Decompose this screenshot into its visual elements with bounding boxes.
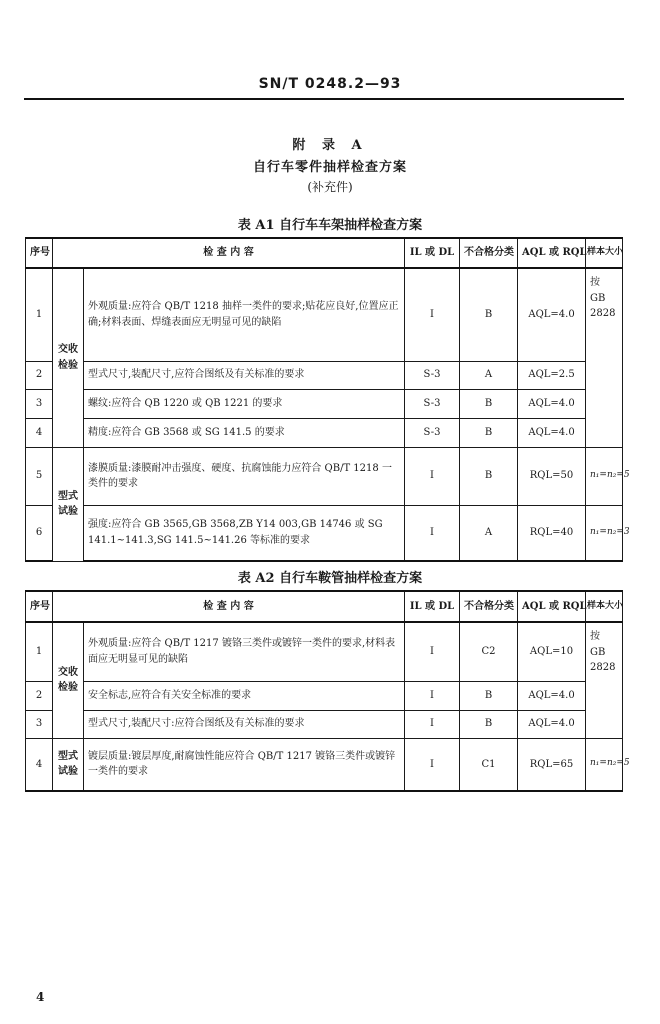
- sample-size-type: n₁=n₂=5: [586, 738, 623, 791]
- row-aql: AQL=4.0: [518, 710, 586, 738]
- row-no: 1: [26, 268, 53, 361]
- col-aql-header: AQL 或 RQL: [518, 238, 586, 268]
- row-no: 4: [26, 738, 53, 791]
- table-a1-caption: 表 A1 自行车车架抽样检查方案: [237, 218, 423, 233]
- row-content: 型式尺寸,装配尺寸:应符合图纸及有关标准的要求: [84, 710, 405, 738]
- row-level: I: [405, 268, 460, 361]
- sample-size-row5: n₁=n₂=5: [586, 447, 623, 505]
- row-aql: RQL=50: [518, 447, 586, 505]
- col-class-header: 不合格分类: [460, 238, 518, 268]
- row-level: I: [405, 710, 460, 738]
- table-row: [26, 681, 623, 710]
- row-level: S-3: [405, 389, 460, 418]
- row-aql: AQL=4.0: [518, 268, 586, 361]
- table-row: [26, 268, 623, 361]
- row-aql: AQL=4.0: [518, 418, 586, 447]
- row-class: B: [460, 681, 518, 710]
- table-row: [26, 505, 623, 561]
- row-no: 2: [26, 681, 53, 710]
- appendix-note: (补充件): [307, 180, 353, 194]
- row-level: I: [405, 505, 460, 561]
- row-content: 镀层质量:镀层厚度,耐腐蚀性能应符合 QB/T 1217 镀铬三类件或镀锌一类件的要求: [84, 738, 405, 791]
- sample-size-row6: n₁=n₂=3: [586, 505, 623, 561]
- col-level-header: IL 或 DL: [405, 591, 460, 622]
- row-content: 强度:应符合 GB 3565,GB 3568,ZB Y14 003,GB 14746 或 SG 141.1~141.3,SG 141.5~141.26 等标准的要求: [84, 505, 405, 561]
- group-acceptance: 交收检验: [53, 622, 84, 738]
- table-row: [26, 389, 623, 418]
- row-content: 漆膜质量:漆膜耐冲击强度、硬度、抗腐蚀能力应符合 QB/T 1218 一类件的要求: [84, 447, 405, 505]
- row-level: I: [405, 738, 460, 791]
- row-content: 外观质量:应符合 QB/T 1218 抽样一类件的要求;贴花应良好,位置应正确;材料表面、焊缝表面应无明显可见的缺陷: [84, 268, 405, 361]
- row-content: 型式尺寸,装配尺寸,应符合图纸及有关标准的要求: [84, 361, 405, 389]
- col-sample-header: 样本大小: [586, 238, 623, 268]
- page-number: 4: [36, 990, 45, 1004]
- row-aql: AQL=2.5: [518, 361, 586, 389]
- row-no: 1: [26, 622, 53, 681]
- group-type-test: 型式试验: [53, 738, 84, 791]
- row-aql: AQL=4.0: [518, 681, 586, 710]
- appendix-title: 附 录 A: [292, 138, 368, 153]
- row-content: 安全标志,应符合有关安全标准的要求: [84, 681, 405, 710]
- row-aql: RQL=65: [518, 738, 586, 791]
- table-a1-header-row: [26, 238, 623, 268]
- row-class: B: [460, 418, 518, 447]
- col-sample-header: 样本大小: [586, 591, 623, 622]
- row-class: B: [460, 447, 518, 505]
- table-row: [26, 622, 623, 681]
- row-content: 螺纹:应符合 QB 1220 或 QB 1221 的要求: [84, 389, 405, 418]
- row-aql: AQL=4.0: [518, 389, 586, 418]
- row-class: A: [460, 505, 518, 561]
- col-content-header: 检 查 内 容: [53, 238, 405, 268]
- row-class: A: [460, 361, 518, 389]
- table-row: [26, 738, 623, 791]
- group-type-test: 型式试验: [53, 447, 84, 561]
- row-level: I: [405, 622, 460, 681]
- row-class: B: [460, 268, 518, 361]
- row-level: I: [405, 681, 460, 710]
- table-a2-caption: 表 A2 自行车鞍管抽样检查方案: [237, 571, 423, 586]
- table-a2-header-row: [26, 591, 623, 622]
- row-level: S-3: [405, 418, 460, 447]
- header-rule: [24, 98, 624, 100]
- row-no: 3: [26, 389, 53, 418]
- row-content: 精度:应符合 GB 3568 或 SG 141.5 的要求: [84, 418, 405, 447]
- col-level-header: IL 或 DL: [405, 238, 460, 268]
- col-aql-header: AQL 或 RQL: [518, 591, 586, 622]
- table-row: [26, 418, 623, 447]
- table-row: [26, 710, 623, 738]
- row-content: 外观质量:应符合 QB/T 1217 镀铬三类件或镀锌一类件的要求,材料表面应无明显可见的缺陷: [84, 622, 405, 681]
- row-aql: RQL=40: [518, 505, 586, 561]
- row-no: 3: [26, 710, 53, 738]
- row-level: I: [405, 447, 460, 505]
- col-class-header: 不合格分类: [460, 591, 518, 622]
- appendix-subtitle: 自行车零件抽样检查方案: [252, 160, 407, 175]
- table-a1: [25, 237, 630, 562]
- row-class: C1: [460, 738, 518, 791]
- table-row: [26, 361, 623, 389]
- row-class: C2: [460, 622, 518, 681]
- col-no-header: 序号: [26, 238, 53, 268]
- group-acceptance: 交收检验: [53, 268, 84, 447]
- table-row: [26, 447, 623, 505]
- sample-acceptance: 按 GB 2828: [586, 268, 623, 447]
- row-class: B: [460, 389, 518, 418]
- document-code: SN/T 0248.2—93: [258, 76, 402, 92]
- row-aql: AQL=10: [518, 622, 586, 681]
- row-no: 5: [26, 447, 53, 505]
- sample-acceptance: 按 GB 2828: [586, 622, 623, 738]
- table-a2: [25, 590, 630, 792]
- row-no: 6: [26, 505, 53, 561]
- row-no: 4: [26, 418, 53, 447]
- col-no-header: 序号: [26, 591, 53, 622]
- col-content-header: 检 查 内 容: [53, 591, 405, 622]
- row-class: B: [460, 710, 518, 738]
- row-no: 2: [26, 361, 53, 389]
- row-level: S-3: [405, 361, 460, 389]
